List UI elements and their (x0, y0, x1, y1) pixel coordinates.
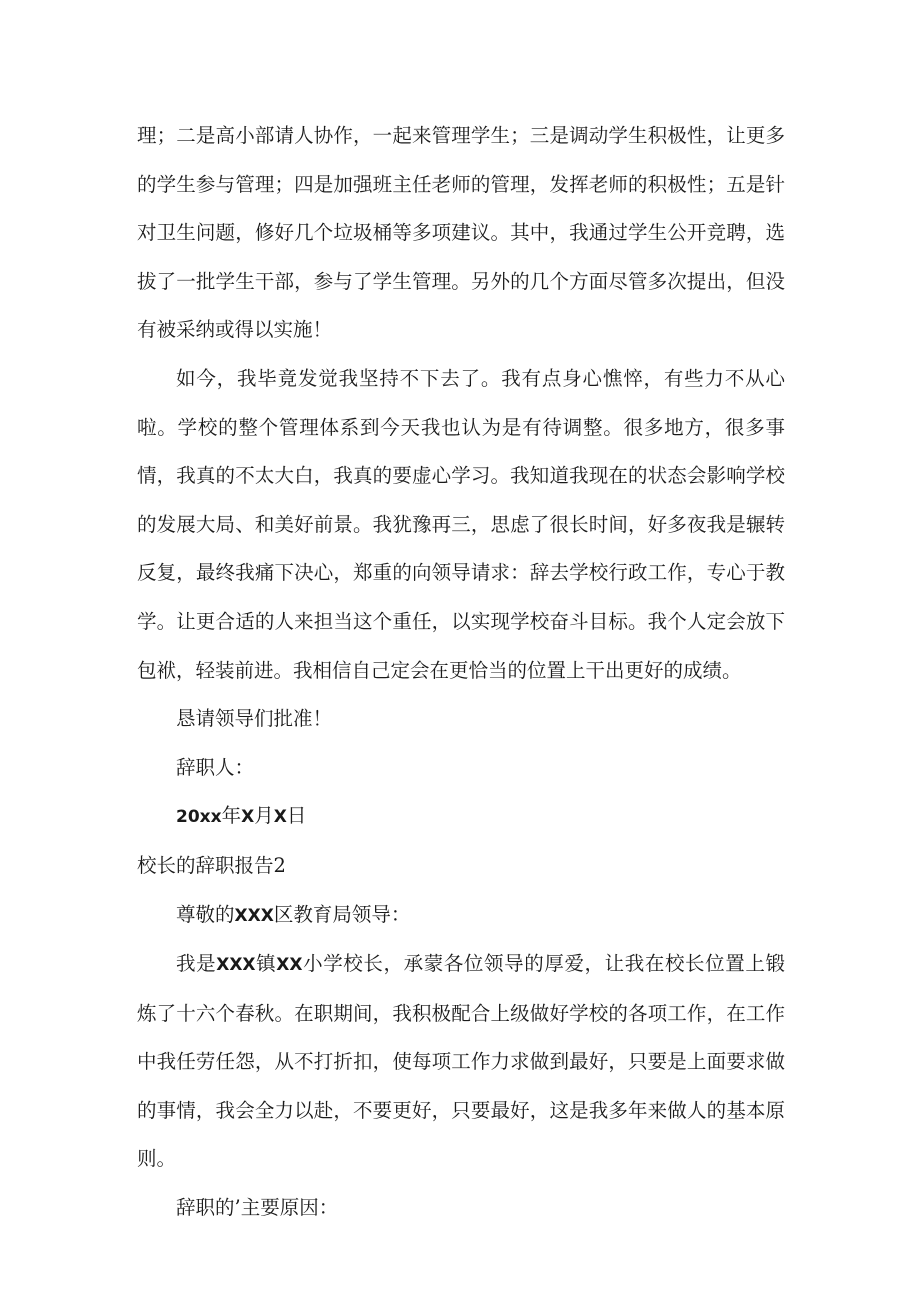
intro-town: XXX (216, 955, 256, 976)
date-year-char: 年 (221, 804, 242, 828)
intro-town-char: 镇 (255, 952, 277, 976)
closing-request: 恳请领导们批准！ (176, 707, 333, 731)
salutation-district: XXX (234, 905, 274, 926)
date-month: X (241, 807, 255, 828)
intro-school: XX (276, 955, 303, 976)
salutation (137, 891, 785, 941)
section-title: 校长的辞职报告2 (137, 853, 286, 877)
salutation-prefix: 尊敬的 (176, 902, 235, 926)
date-day: X (273, 807, 287, 828)
salutation-suffix: 区教育局领导： (273, 902, 411, 926)
signature-date (137, 792, 785, 842)
intro-paragraph (137, 940, 785, 1184)
reasons-heading: 辞职的’主要原因： (176, 1196, 339, 1220)
date-day-char: 日 (286, 804, 307, 828)
signer-label: 辞职人： (176, 755, 255, 779)
date-year: 20xx (176, 807, 222, 828)
intro-rest: 小学校长，承蒙各位领导的厚爱，让我在校长位置上锻炼了十六个春秋。在职期间，我积极配合上级做好学校的各项工作，在工作中我任劳任怨，从不打折扣，使每项工作力求做到最好，只要是上面要求做的事情，我会全力以赴，不要更好，只要最好，这是我多年来做人的基本原则。 (137, 952, 785, 1171)
paragraph-resignation-reason: 如今，我毕竟发觉我坚持不下去了。我有点身心憔悴，有些力不从心啦。学校的整个管理体系到今天我也认为是有待调整。很多地方，很多事情，我真的不太大白，我真的要虚心学习。我知道我现在的状态会影响学校的发展大局、和美好前景。我犹豫再三，思虑了很长时间，好多夜我是辗转反复，最终我痛下决心，郑重的向领导请求：辞去学校行政工作，专心于教学。让更合适的人来担当这个重任，以实现学校奋斗目标。我个人定会放下包袱，轻装前进。我相信自己定会在更恰当的位置上干出更好的成绩。 (137, 366, 785, 682)
intro-prefix: 我是 (176, 952, 217, 976)
date-month-char: 月 (254, 804, 274, 828)
document-body (137, 112, 785, 1233)
paragraph-continuation: 理；二是高小部请人协作，一起来管理学生；三是调动学生积极性，让更多的学生参与管理；四是加强班主任老师的管理，发挥老师的积极性；五是针对卫生问题，修好几个垃圾桶等多项建议。其中，我通过学生公开竞聘，选拔了一批学生干部，参与了学生管理。另外的几个方面尽管多次提出，但没有被采纳或得以实施！ (137, 124, 785, 342)
